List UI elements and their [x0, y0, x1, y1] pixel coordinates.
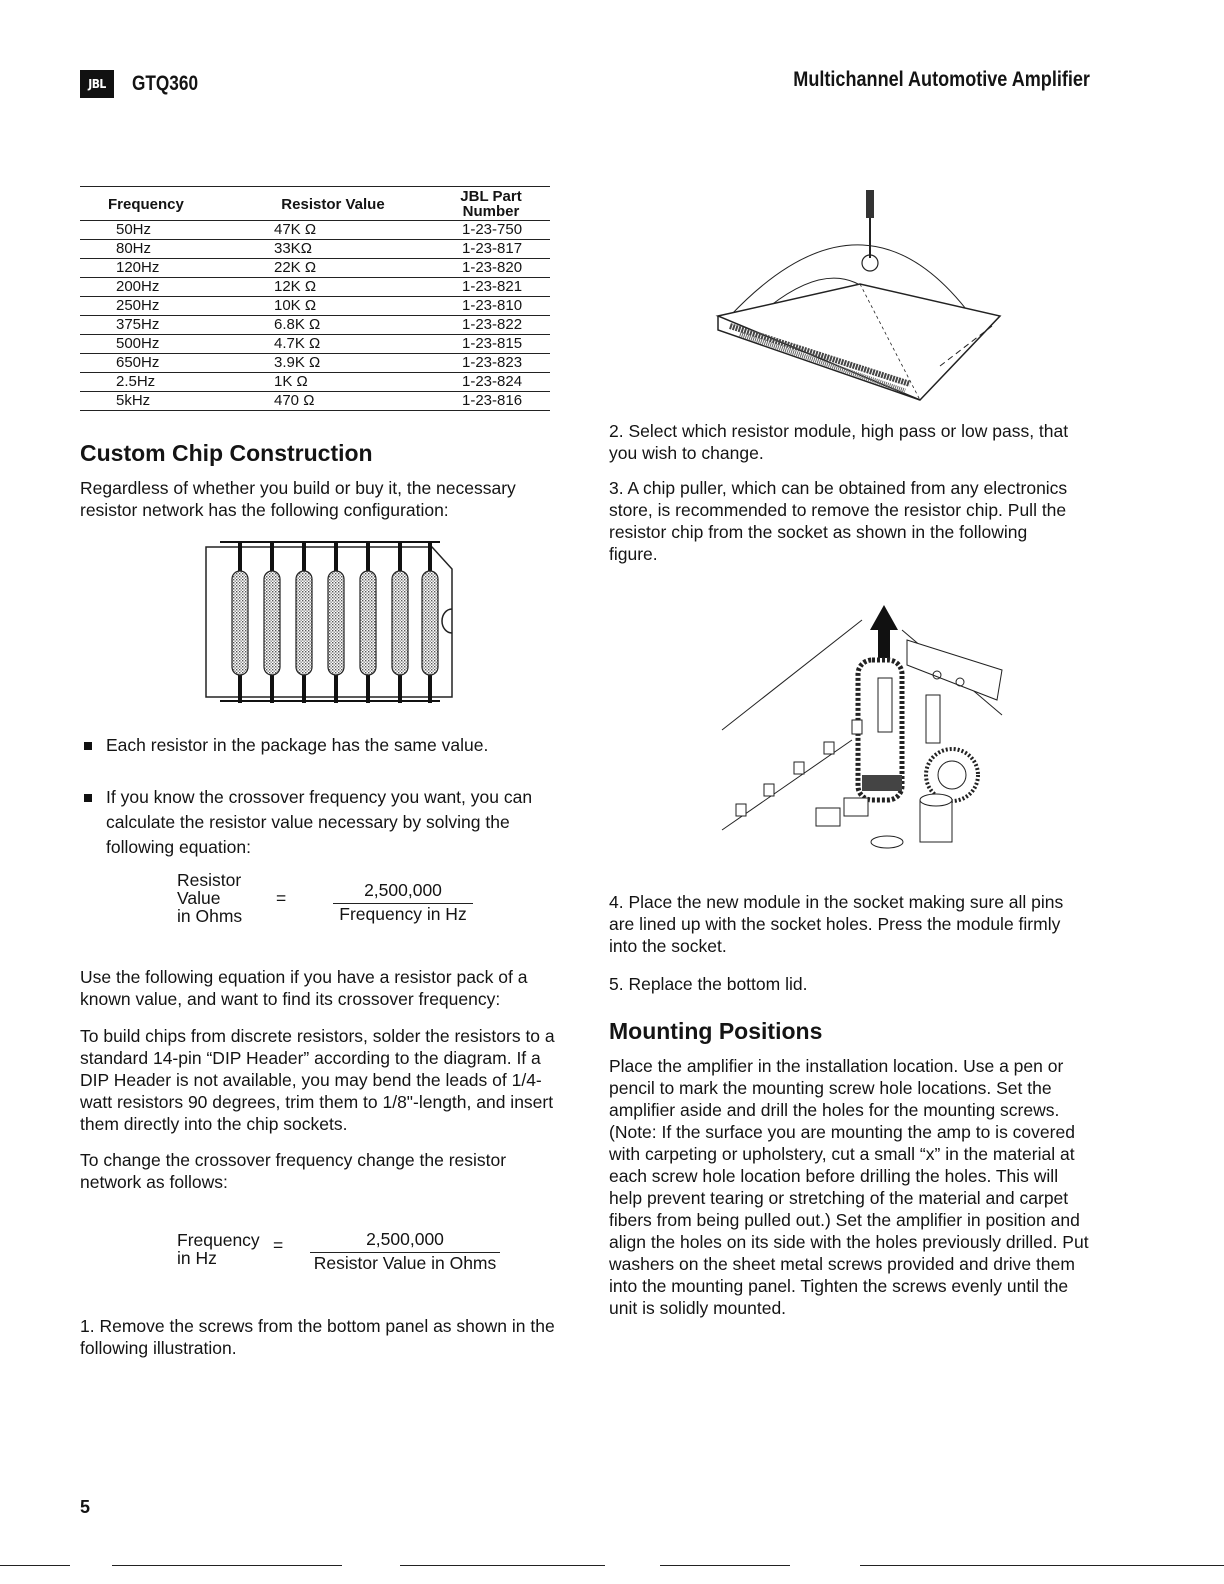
equation-text: Resistor	[177, 870, 242, 890]
cell-frequency: 80Hz	[80, 240, 234, 259]
equation-text: in Ohms	[177, 906, 243, 926]
resistor-network-diagram	[200, 537, 460, 707]
table-row	[80, 316, 550, 335]
table-row	[80, 240, 550, 259]
equation-text: Frequency	[177, 1230, 260, 1250]
resistor-table	[80, 186, 550, 411]
cell-frequency: 500Hz	[80, 335, 234, 354]
equation-text: Value	[177, 888, 221, 908]
table-row	[80, 392, 550, 411]
cell-frequency: 250Hz	[80, 297, 234, 316]
footer-rule	[112, 1565, 342, 1566]
bullet-text: If you know the crossover frequency you want, you can calculate the resistor value necessary by solving the following equation:	[106, 787, 533, 857]
cell-part: 1-23-817	[432, 240, 550, 259]
table-row	[80, 354, 550, 373]
bullet-item-2	[106, 785, 566, 860]
page-number: 5	[80, 1497, 91, 1517]
cell-resistor: 33KΩ	[234, 240, 432, 259]
bullet-square-icon	[84, 794, 92, 802]
document-title: Multichannel Automotive Amplifier	[793, 68, 1090, 91]
cell-resistor: 12K Ω	[234, 278, 432, 297]
table-header-row	[80, 187, 550, 221]
cell-resistor: 47K Ω	[234, 221, 432, 240]
footer-rule	[0, 1565, 70, 1566]
intro-paragraph: Regardless of whether you build or buy it, the necessary resistor network has the following configuration:	[80, 478, 516, 520]
cell-part: 1-23-822	[432, 316, 550, 335]
column-header: Frequency	[80, 187, 234, 221]
footer-rule	[400, 1565, 605, 1566]
bullet-item-1	[106, 733, 566, 758]
amplifier-bottom-panel-illustration	[710, 188, 1010, 408]
chip-removal-illustration	[712, 600, 1012, 870]
cell-part: 1-23-820	[432, 259, 550, 278]
table-row	[80, 221, 550, 240]
table-row	[80, 259, 550, 278]
cell-frequency: 5kHz	[80, 392, 234, 411]
equation-2-lhs	[177, 1231, 260, 1267]
cell-frequency: 50Hz	[80, 221, 234, 240]
jbl-logo: JBL	[80, 70, 114, 98]
table-row	[80, 297, 550, 316]
equation-1-equals: =	[276, 888, 287, 908]
heading-custom-chip: Custom Chip Construction	[80, 440, 373, 466]
denominator: Resistor Value in Ohms	[313, 1253, 497, 1273]
cell-part: 1-23-810	[432, 297, 550, 316]
column-header: Resistor Value	[234, 187, 432, 221]
cell-frequency: 120Hz	[80, 259, 234, 278]
cell-part: 1-23-816	[432, 392, 550, 411]
cell-resistor: 22K Ω	[234, 259, 432, 278]
heading-mounting-positions: Mounting Positions	[609, 1018, 823, 1044]
step-2: 2. Select which resistor module, high pass or low pass, that you wish to change.	[609, 421, 1069, 463]
bullet-text: Each resistor in the package has the same value.	[106, 735, 489, 755]
table-row	[80, 335, 550, 354]
cell-frequency: 200Hz	[80, 278, 234, 297]
equation-text: in Hz	[177, 1248, 217, 1268]
column-header: JBL Part Number	[432, 187, 550, 221]
cell-resistor: 6.8K Ω	[234, 316, 432, 335]
cell-part: 1-23-750	[432, 221, 550, 240]
cell-resistor: 4.7K Ω	[234, 335, 432, 354]
cell-resistor: 470 Ω	[234, 392, 432, 411]
header-left	[80, 70, 213, 98]
footer-rule	[860, 1565, 1224, 1566]
paragraph-build-chips: To build chips from discrete resistors, solder the resistors to a standard 14-pin “DIP Header” according to the diagram. If a DIP Header is not available, you may bend the leads of 1/4-watt resistors 90 degrees, trim them to 1/8"-length, and insert them directly into the chip sockets.	[80, 1026, 555, 1134]
numerator: 2,500,000	[333, 880, 473, 904]
bullet-square-icon	[84, 742, 92, 750]
step-5: 5. Replace the bottom lid.	[609, 974, 808, 994]
equation-2-equals: =	[273, 1235, 284, 1255]
paragraph-known-value: Use the following equation if you have a resistor pack of a known value, and want to find its crossover frequency:	[80, 967, 528, 1009]
cell-part: 1-23-824	[432, 373, 550, 392]
footer-rule	[660, 1565, 790, 1566]
cell-part: 1-23-823	[432, 354, 550, 373]
model-name: GTQ360	[132, 72, 199, 95]
denominator: Frequency in Hz	[339, 904, 467, 924]
cell-frequency: 650Hz	[80, 354, 234, 373]
equation-2-fraction	[310, 1229, 500, 1274]
cell-part: 1-23-821	[432, 278, 550, 297]
cell-frequency: 2.5Hz	[80, 373, 234, 392]
step-1: 1. Remove the screws from the bottom panel as shown in the following illustration.	[80, 1316, 555, 1358]
paragraph-change-frequency: To change the crossover frequency change the resistor network as follows:	[80, 1150, 507, 1192]
numerator: 2,500,000	[310, 1229, 500, 1253]
equation-1-lhs	[177, 871, 242, 925]
equation-1-fraction	[333, 880, 473, 925]
cell-frequency: 375Hz	[80, 316, 234, 335]
cell-resistor: 3.9K Ω	[234, 354, 432, 373]
mounting-paragraph: Place the amplifier in the installation location. Use a pen or pencil to mark the mounting screw hole locations. Set the amplifier aside and drill the holes for the mounting screws. (Note: If the surface you are mounting the amp to is covered with carpeting or upholstery, cut a small “x” in the material at each screw hole location before drilling the holes. This will help prevent tearing or stretching of the material and carpet fibers from being pulled out.) Set the amplifier in position and align the holes on its side with the holes previously drilled. Put washers on the sheet metal screws provided and drive them into the mounting panel. Tighten the screws evenly until the unit is solidly mounted.	[609, 1056, 1089, 1318]
cell-part: 1-23-815	[432, 335, 550, 354]
table-row	[80, 278, 550, 297]
step-4: 4. Place the new module in the socket making sure all pins are lined up with the socket holes. Press the module firmly into the socket.	[609, 892, 1064, 956]
cell-resistor: 10K Ω	[234, 297, 432, 316]
table-row	[80, 373, 550, 392]
step-3: 3. A chip puller, which can be obtained from any electronics store, is recommended to remove the resistor chip. Pull the resistor chip from the socket as shown in the following figure.	[609, 478, 1068, 564]
cell-resistor: 1K Ω	[234, 373, 432, 392]
